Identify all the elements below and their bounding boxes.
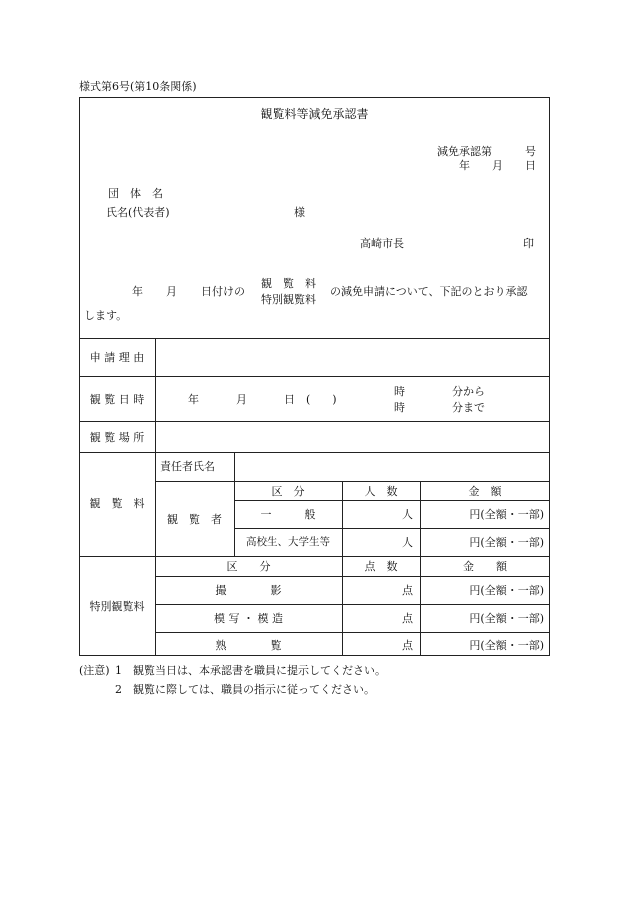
- admission-item-unit: 人: [402, 536, 413, 549]
- special-col-count: 点 数: [364, 560, 398, 573]
- issue-date: 年 月 日: [459, 159, 536, 172]
- fee-option-admission: 観 覧 料: [261, 277, 316, 290]
- datetime-from: 分から: [452, 385, 485, 398]
- special-item-category: 撮 影: [215, 584, 282, 597]
- datetime-weekday: ( ): [306, 393, 337, 406]
- datetime-hour-from: 時: [394, 385, 405, 398]
- document-title: 観覧料等減免承認書: [260, 107, 369, 121]
- admission-item-unit: 人: [402, 508, 413, 521]
- datetime-day: 日: [284, 393, 295, 406]
- admission-item-amount: 円(全額・一部): [469, 536, 544, 549]
- notice-day: 日付けの: [201, 285, 245, 298]
- admission-col-amount: 金 額: [468, 485, 502, 498]
- representative-label: 氏名(代表者): [106, 206, 170, 219]
- honorific: 様: [294, 206, 305, 219]
- place-label: 観 覧 場 所: [89, 431, 145, 444]
- datetime-year: 年: [188, 393, 199, 406]
- notice-year: 年: [132, 285, 143, 298]
- special-item-amount: 円(全額・一部): [469, 639, 544, 652]
- special-item-unit: 点: [402, 584, 413, 597]
- special-label: 特別観覧料: [89, 600, 145, 613]
- admission-item-category: 一 般: [260, 508, 316, 521]
- notice-text-end: します。: [84, 309, 128, 322]
- special-item-category: 模 写 ・ 模 造: [214, 612, 283, 625]
- special-item-amount: 円(全額・一部): [469, 612, 544, 625]
- visitors-label: 観 覧 者: [167, 513, 222, 526]
- note-item: 2 観覧に際しては、職員の指示に従ってください。: [115, 683, 375, 696]
- notes-prefix: (注意): [79, 664, 110, 677]
- special-item-amount: 円(全額・一部): [469, 584, 544, 597]
- reason-label: 申 請 理 由: [89, 351, 145, 364]
- fee-option-special: 特別観覧料: [261, 293, 316, 306]
- notice-month: 月: [166, 285, 177, 298]
- special-item-unit: 点: [402, 612, 413, 625]
- note-item: 1 観覧当日は、本承認書を職員に提示してください。: [115, 664, 386, 677]
- admission-item-amount: 円(全額・一部): [469, 508, 544, 521]
- approval-number: 減免承認第 号: [437, 145, 536, 158]
- admission-item-category: 高校生、大学生等: [246, 536, 330, 548]
- special-col-category: 区 分: [226, 560, 271, 573]
- issuer: 高崎市長: [360, 237, 404, 250]
- datetime-month: 月: [236, 393, 247, 406]
- special-item-category: 熟 覧: [215, 639, 282, 652]
- group-name-label: 団 体 名: [108, 187, 163, 200]
- form-label: 様式第6号(第10条関係): [79, 80, 197, 93]
- admission-col-category: 区 分: [271, 485, 305, 498]
- notice-text: の減免申請について、下記のとおり承認: [330, 285, 528, 298]
- admission-col-count: 人 数: [364, 485, 398, 498]
- seal-mark: 印: [523, 237, 534, 250]
- special-item-unit: 点: [402, 639, 413, 652]
- responsible-label: 責任者氏名: [160, 460, 215, 473]
- admission-label: 観 覧 料: [89, 497, 145, 510]
- datetime-hour-to: 時: [394, 401, 405, 414]
- datetime-label: 観 覧 日 時: [89, 393, 145, 406]
- special-col-amount: 金 額: [463, 560, 507, 573]
- datetime-to: 分まで: [452, 401, 485, 414]
